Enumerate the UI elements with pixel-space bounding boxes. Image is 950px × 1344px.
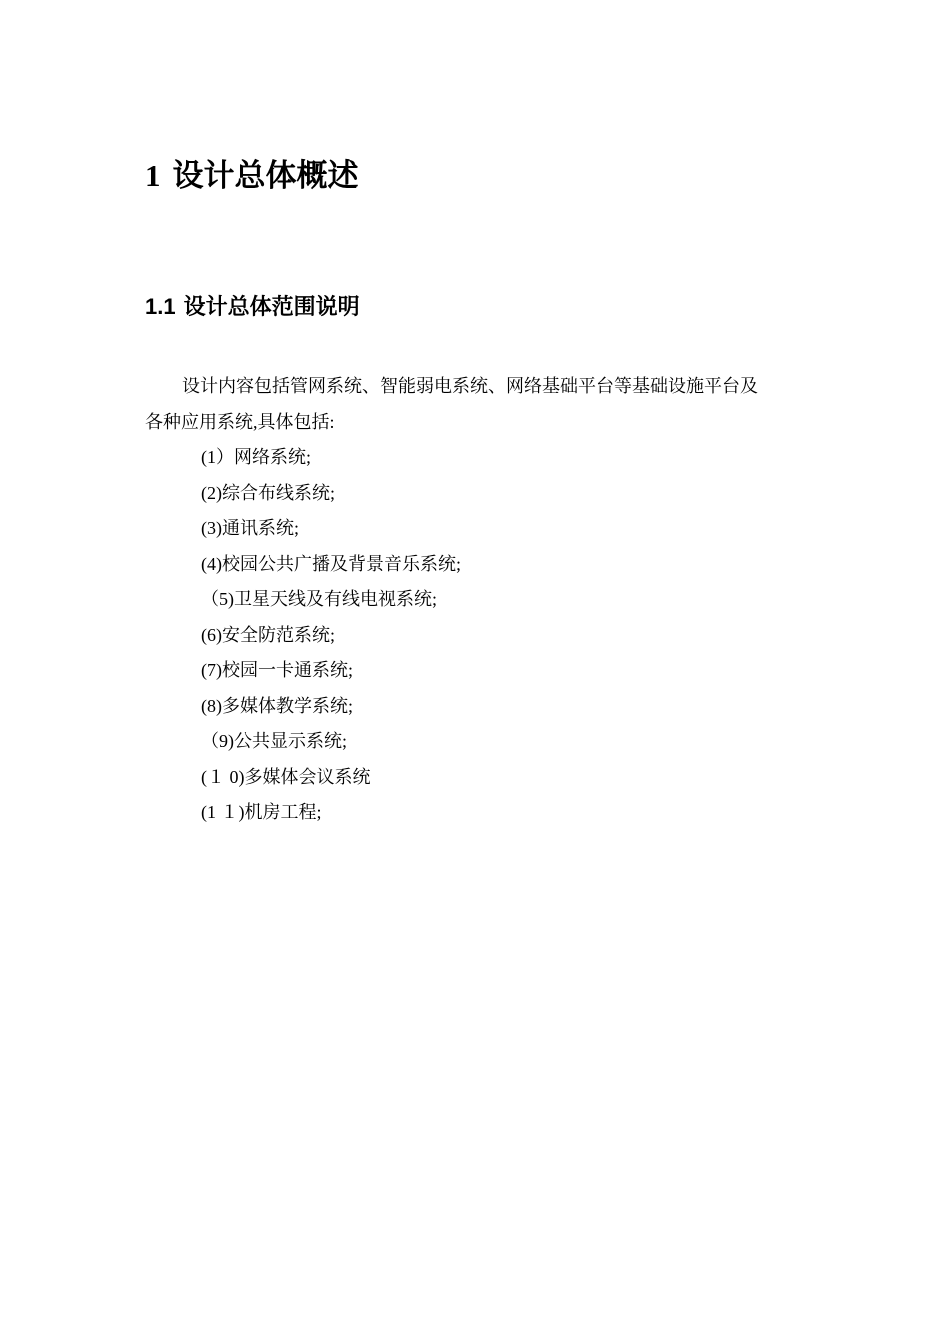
list-item: (１ 0)多媒体会议系统 (201, 766, 371, 787)
list-item: （5)卫星天线及有线电视系统; (201, 589, 437, 609)
section-title: 设计总体范围说明 (183, 295, 360, 320)
list-item: (4)校园公共广播及背景音乐系统; (201, 553, 461, 574)
intro-line-1: 设计内容包括管网系统、智能弱电系统、网络基础平台等基础设施平台及 (182, 376, 758, 396)
list-item: (7)校园一卡通系统; (201, 660, 353, 680)
section-number: 1.1 (145, 294, 176, 319)
section-heading (145, 290, 360, 325)
list-item: (2)综合布线系统; (201, 482, 335, 503)
intro-paragraph (145, 368, 815, 440)
list-item: (8)多媒体教学系统; (201, 695, 353, 716)
system-list (201, 440, 461, 831)
list-item: (6)安全防范系统; (201, 624, 335, 645)
list-item: （9)公共显示系统; (201, 731, 347, 751)
chapter-heading (145, 154, 359, 198)
intro-line-2: 各种应用系统,具体包括: (145, 412, 335, 432)
chapter-title: 设计总体概述 (172, 158, 359, 194)
list-item: (1）网络系统; (201, 447, 311, 467)
chapter-number: 1 (145, 158, 161, 193)
list-item: (3)通讯系统; (201, 518, 299, 538)
list-item: (1 １)机房工程; (201, 802, 322, 822)
